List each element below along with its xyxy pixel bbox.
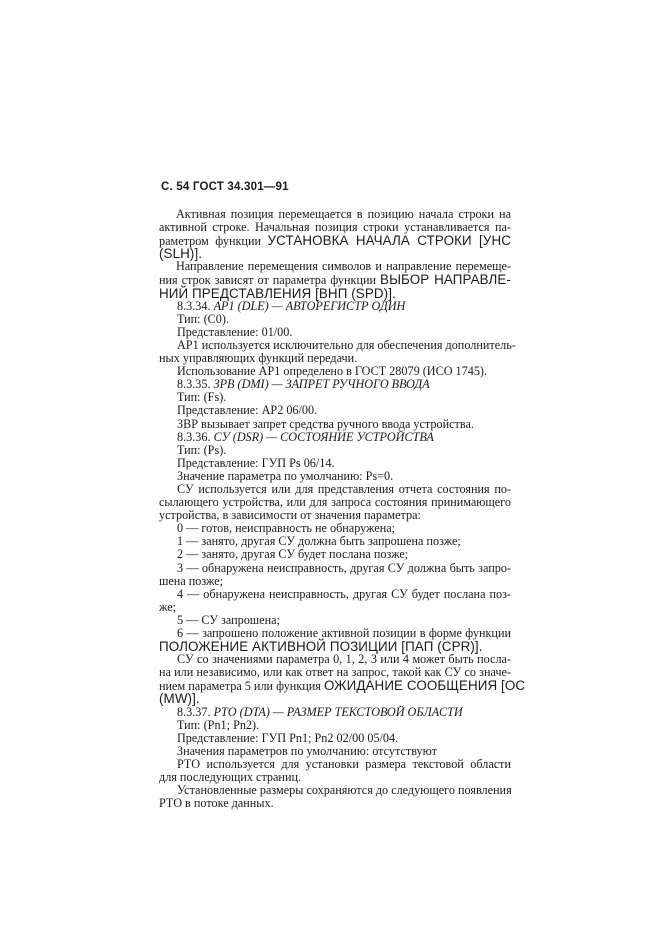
text-span: Активная позиция перемещается в позицию начала строки на <box>176 207 511 221</box>
text-span: активной строке. Начальная позиция строки устанавливается па- <box>159 220 511 235</box>
text-span: Использование АР1 определено в ГОСТ 28079 (ИСО 1745). <box>177 364 488 379</box>
text-span: ния строк зависят от параметра функции <box>159 273 381 288</box>
text-span: 8.3.35. <box>177 377 214 392</box>
text-span: 2 — занято, другая СУ будет послана позже; <box>177 547 409 562</box>
text-span: ЗВР вызывает запрет средства ручного ввода устройства. <box>177 416 474 431</box>
text-span: 0 — готов, неисправность не обнаружена; <box>177 521 396 536</box>
text-span: ПОЛОЖЕНИЕ АКТИВНОЙ ПОЗИЦИИ [ПАП (CPR)]. <box>159 639 483 655</box>
text-span: Тип: (C0). <box>177 311 230 326</box>
text-span: АР1 используется исключительно для обеспечения дополнитель- <box>177 337 516 352</box>
text-span: устройства, в зависимости от значения параметра: <box>159 508 421 523</box>
text-span: Представление: ГУП Ps 06/14. <box>177 455 335 470</box>
text-span: нием параметра 5 или функция <box>159 679 324 694</box>
text-span: шена позже; <box>159 573 224 588</box>
text-span: АР1 (DLE) — АВТОРЕГИСТР ОДИН <box>213 298 406 313</box>
text-span: СУ со значениями параметра 0, 1, 2, 3 или 4 может быть посла- <box>177 652 511 667</box>
text-line <box>159 588 511 601</box>
document-body <box>159 207 526 811</box>
text-span: раметром функции <box>159 234 268 249</box>
text-span: ЗРВ (DMI) — ЗАПРЕТ РУЧНОГО ВВОДА <box>213 377 430 392</box>
text-span: Тип: (Ps). <box>177 442 227 457</box>
text-span: СУ (DSR) — СОСТОЯНИЕ УСТРОЙСТВА <box>213 429 434 444</box>
text-span: Тип: (Fs). <box>177 390 227 405</box>
text-span: на или независимо, или как ответ на запрос, такой как СУ со значе- <box>159 665 511 680</box>
text-span: Установленные размеры сохраняются до следующего появления <box>177 783 512 798</box>
text-span: Значение параметра по умолчанию: Ps=0. <box>177 468 394 483</box>
text-span: же; <box>159 599 177 614</box>
text-span: 4 — обнаружена неисправность, другая СУ будет послана поз- <box>177 586 511 601</box>
text-span: СУ используется или для представления отчета состояния по- <box>177 481 511 496</box>
text-span: Значения параметров по умолчанию: отсутствуют <box>177 743 437 758</box>
text-span: 8.3.36. <box>177 429 214 444</box>
text-span: ВЫБОР НАПРАВЛЕ- <box>380 272 511 288</box>
text-span: Представление: 01/00. <box>177 324 293 339</box>
text-span: (MW)]. <box>159 691 200 707</box>
text-span: сылающего устройства, или для запроса состояния принимающего <box>159 495 511 510</box>
text-span: РТО в потоке данных. <box>159 796 274 811</box>
text-span: 5 — СУ запрошена; <box>177 612 280 627</box>
text-span: 1 — занято, другая СУ должна быть запрошена позже; <box>177 534 461 549</box>
text-span: РТО используется для установки размера текстовой области <box>177 756 511 771</box>
text-span: УСТАНОВКА НАЧАЛА СТРОКИ [УНС <box>267 233 512 249</box>
text-span: 8.3.37. <box>177 704 214 719</box>
text-span: 8.3.34. <box>177 298 214 313</box>
text-line <box>159 234 511 247</box>
text-span: Представление: АР2 06/00. <box>177 403 318 418</box>
text-span: НИЙ ПРЕДСТАВЛЕНИЯ [ВНП (SPD)]. <box>159 285 396 301</box>
text-span: Представление: ГУП Pn1; Pn2 02/00 05/04. <box>177 730 399 745</box>
text-span: для последующих страниц. <box>159 770 302 785</box>
page-header: С. 54 ГОСТ 34.301—91 <box>161 181 289 193</box>
text-line <box>159 797 511 810</box>
text-span: 3 — обнаружена неисправность, другая СУ должна быть запро- <box>177 560 511 575</box>
text-span: 6 — запрошено положение активной позиции в форме функции <box>177 626 511 640</box>
text-span: (SLH)]. <box>159 246 203 262</box>
text-span: Тип: (Pn1; Pn2). <box>177 717 260 732</box>
text-span: ОЖИДАНИЕ СООБЩЕНИЯ [ОС <box>323 678 526 694</box>
text-span: ных управляющих функций передачи. <box>159 351 358 366</box>
text-span: РТО (DTA) — РАЗМЕР ТЕКСТОВОЙ ОБЛАСТИ <box>213 704 463 719</box>
text-line <box>159 678 526 694</box>
text-span: Направление перемещения символов и направление перемеще- <box>176 259 511 274</box>
